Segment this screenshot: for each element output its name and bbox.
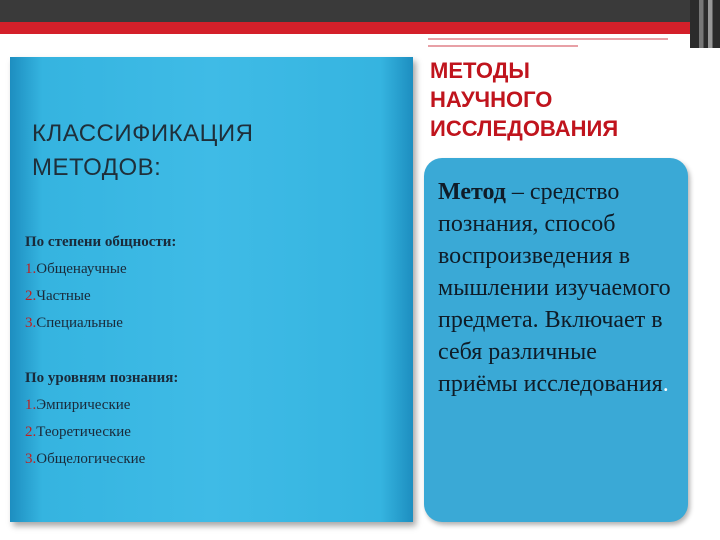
- item-number: 1.: [25, 397, 37, 413]
- list-item: [25, 397, 130, 414]
- item-number: 2.: [25, 288, 37, 304]
- definition-text: [438, 176, 682, 400]
- list-item: [25, 261, 127, 278]
- title-line: ИССЛЕДОВАНИЯ: [430, 116, 619, 141]
- title-line: НАУЧНОГО: [430, 87, 553, 112]
- methods-title: [430, 56, 690, 143]
- item-number: 2.: [25, 424, 37, 440]
- classification-panel: [10, 57, 413, 522]
- group-heading-levels: По уровням познания:: [25, 370, 179, 386]
- item-number: 3.: [25, 451, 37, 467]
- definition-term: Метод: [438, 179, 506, 205]
- title-line: КЛАССИФИКАЦИЯ: [32, 120, 254, 147]
- list-item: [25, 451, 145, 468]
- list-item: [25, 424, 131, 441]
- item-number: 1.: [25, 261, 37, 277]
- decorative-line: [428, 45, 578, 47]
- title-line: МЕТОДОВ:: [32, 154, 162, 181]
- item-label: Общелогические: [36, 451, 146, 467]
- list-item: [25, 288, 91, 305]
- classification-title: [32, 117, 392, 185]
- top-bar: [0, 0, 720, 22]
- item-label: Частные: [36, 288, 91, 304]
- definition-body: – средство познания, способ воспроизведения в мышлении изучаемого предмета. Включает в себя различные приёмы исследования: [438, 179, 671, 397]
- decorative-line: [428, 38, 668, 40]
- item-label: Теоретические: [36, 424, 131, 440]
- item-label: Общенаучные: [36, 261, 127, 277]
- definition-end-mark: .: [662, 371, 669, 397]
- corner-decoration: [690, 0, 720, 48]
- list-item: [25, 315, 123, 332]
- item-number: 3.: [25, 315, 37, 331]
- item-label: Эмпирические: [36, 397, 131, 413]
- group-heading-generality: По степени общности:: [25, 234, 177, 250]
- definition-panel: [424, 158, 688, 522]
- title-line: МЕТОДЫ: [430, 58, 530, 83]
- red-stripe: [0, 22, 720, 34]
- item-label: Специальные: [36, 315, 123, 331]
